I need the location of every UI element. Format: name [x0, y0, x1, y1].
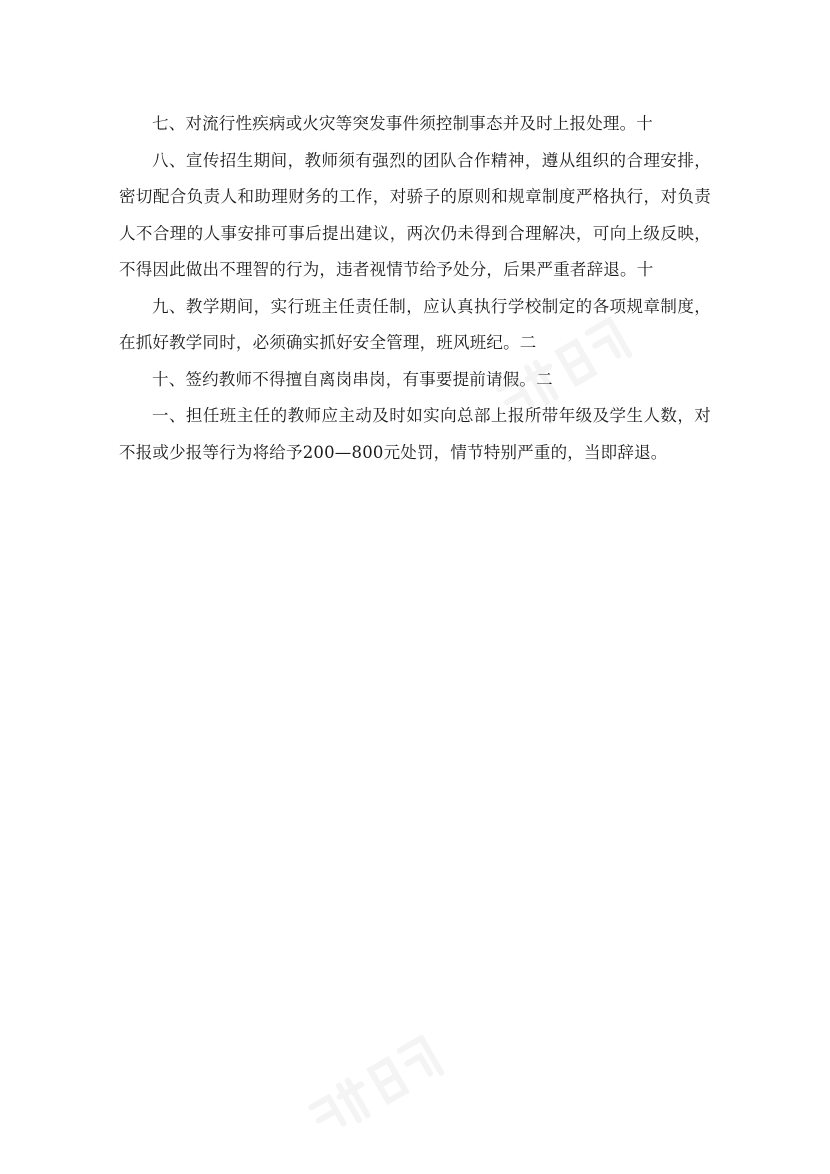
paragraph-rule-9: 九、教学期间，实行班主任责任制，应认真执行学校制定的各项规章制度，在抓好教学同时，必须确实抓好安全管理，班风班纪。二 — [119, 296, 711, 352]
document-body — [119, 106, 711, 471]
paragraph-rule-8: 八、宣传招生期间，教师须有强烈的团队合作精神，遵从组织的合理安排，密切配合负责人和助理财务的工作，对骄子的原则和规章制度严格执行，对负责人不合理的人事安排可事后提出建议，两次仍未得到合理解决，可向上级反映，不得因此做出不理智的行为，违者视情节给予处分，后果严重者辞退。十 — [119, 150, 711, 279]
paragraph-rule-11: 一、担任班主任的教师应主动及时如实向总部上报所带年级及学生人数，对不报或少报等行为将给予200—800元处罚，情节特别严重的，当即辞退。 — [119, 406, 711, 462]
watermark-logo-icon — [295, 1025, 455, 1152]
paragraph-rule-10: 十、签约教师不得擅自离岗串岗，有事要提前请假。二 — [152, 369, 553, 389]
paragraph-rule-7: 七、对流行性疾病或火灾等突发事件须控制事态并及时上报处理。十 — [152, 114, 653, 133]
